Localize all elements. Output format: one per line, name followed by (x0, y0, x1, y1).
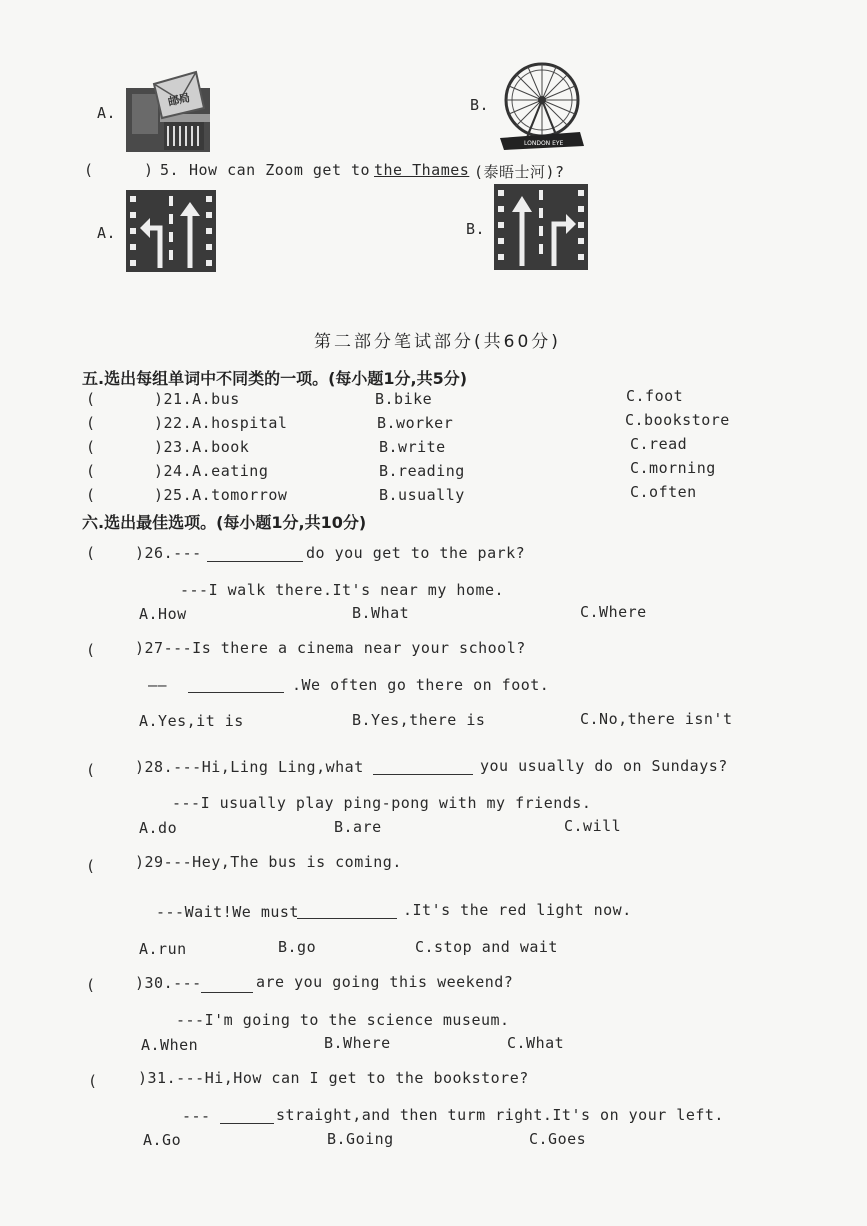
q28-stem-start: )28.---Hi,Ling Ling,what (135, 758, 364, 776)
q5-close-paren: ) (144, 161, 154, 179)
q26-stem-start: )26.--- (135, 544, 202, 562)
q27-blank[interactable] (188, 678, 284, 693)
q24-option-c: C.morning (630, 459, 716, 477)
q22-option-b: B.worker (377, 414, 454, 432)
q25-option-b: B.usually (379, 486, 465, 504)
q30-answer-paren[interactable]: ( (86, 976, 96, 994)
post-office-sign-text: 邮局 (166, 91, 192, 109)
q5-number: 5. (160, 161, 180, 179)
q21-option-b: B.bike (375, 390, 433, 408)
q29-blank[interactable] (297, 904, 397, 919)
q23-answer-paren[interactable]: ( (86, 438, 96, 456)
straight-or-turn-right-sign-icon (494, 184, 588, 270)
q4-option-b-label: B. (470, 96, 490, 114)
q23-option-b: B.write (379, 438, 446, 456)
q21-option-a: )21.A.bus (154, 390, 240, 408)
q30-reply: ---I'm going to the science museum. (176, 1011, 510, 1029)
q5-option-b-label: B. (466, 220, 486, 238)
q29-option-c: C.stop and wait (415, 938, 558, 956)
q24-option-b: B.reading (379, 462, 465, 480)
q28-stem-end: you usually do on Sundays? (480, 757, 728, 775)
q31-reply: straight,and then turm right.It's on your left. (276, 1106, 724, 1124)
q26-stem-end: do you get to the park? (306, 544, 526, 562)
q26-option-a: A.How (139, 605, 187, 623)
q5-question-start: How can Zoom get to (189, 161, 371, 179)
q30-option-a: A.When (141, 1036, 199, 1054)
q30-stem-end: are you going this weekend? (256, 973, 514, 991)
q27-option-a: A.Yes,it is (139, 712, 244, 730)
q22-option-a: )22.A.hospital (154, 414, 288, 432)
q31-option-a: A.Go (143, 1131, 182, 1149)
q27-answer-paren[interactable]: ( (86, 641, 96, 659)
q26-answer-paren[interactable]: ( (86, 544, 96, 562)
post-office-image (124, 70, 214, 154)
q31-answer-paren[interactable]: ( (88, 1072, 98, 1090)
section-6-heading: 六.选出最佳选项。(每小题1分,共10分) (82, 513, 367, 532)
q5-answer-paren[interactable]: ( (84, 161, 94, 179)
london-eye-image (496, 60, 586, 152)
q4-option-a-label: A. (97, 104, 117, 122)
q31-stem: )31.---Hi,How can I get to the bookstore? (138, 1069, 529, 1087)
q27-reply: .We often go there on foot. (292, 676, 550, 694)
q28-reply: ---I usually play ping-pong with my friends. (172, 794, 592, 812)
q27-option-c: C.No,there isn't (580, 710, 733, 728)
london-eye-caption: LONDON EYE (524, 140, 564, 147)
section-5-heading: 五.选出每组单词中不同类的一项。(每小题1分,共5分) (82, 369, 468, 388)
part-two-title: 第二部分笔试部分(共60分) (314, 332, 561, 352)
q28-answer-paren[interactable]: ( (86, 761, 96, 779)
q30-option-c: C.What (507, 1034, 565, 1052)
q30-blank[interactable] (201, 978, 253, 993)
q5-underlined-term: the Thames (374, 161, 470, 179)
q30-option-b: B.Where (324, 1034, 391, 1052)
q26-reply: ---I walk there.It's near my home. (180, 581, 505, 599)
q28-option-a: A.do (139, 819, 178, 837)
q29-option-b: B.go (278, 938, 317, 956)
q28-blank[interactable] (373, 760, 473, 775)
q25-option-c: C.often (630, 483, 697, 501)
q24-answer-paren[interactable]: ( (86, 462, 96, 480)
q24-option-a: )24.A.eating (154, 462, 269, 480)
q31-option-b: B.Going (327, 1130, 394, 1148)
q23-option-a: )23.A.book (154, 438, 250, 456)
q5-question-end: (泰晤士河)? (474, 163, 565, 181)
q26-blank[interactable] (207, 547, 303, 562)
q21-answer-paren[interactable]: ( (86, 390, 96, 408)
q5-option-a-label: A. (97, 224, 117, 242)
q29-reply-end: .It's the red light now. (403, 901, 632, 919)
q31-blank[interactable] (220, 1109, 274, 1124)
q22-answer-paren[interactable]: ( (86, 414, 96, 432)
q27-reply-dash: —— (148, 676, 168, 694)
q31-reply-dash: --- (182, 1107, 211, 1125)
q29-reply-start: ---Wait!We must (156, 903, 299, 921)
q28-option-c: C.will (564, 817, 622, 835)
q22-option-c: C.bookstore (625, 411, 730, 429)
q29-answer-paren[interactable]: ( (86, 857, 96, 875)
turn-left-or-straight-sign-icon (126, 190, 216, 272)
q28-option-b: B.are (334, 818, 382, 836)
q27-stem: )27---Is there a cinema near your school? (135, 639, 526, 657)
q31-option-c: C.Goes (529, 1130, 587, 1148)
q29-stem: )29---Hey,The bus is coming. (135, 853, 402, 871)
q29-option-a: A.run (139, 940, 187, 958)
q26-option-b: B.What (352, 604, 410, 622)
q27-option-b: B.Yes,there is (352, 711, 486, 729)
q26-option-c: C.Where (580, 603, 647, 621)
q30-stem-start: )30.--- (135, 974, 202, 992)
q23-option-c: C.read (630, 435, 688, 453)
q21-option-c: C.foot (626, 387, 684, 405)
q25-answer-paren[interactable]: ( (86, 486, 96, 504)
q25-option-a: )25.A.tomorrow (154, 486, 288, 504)
